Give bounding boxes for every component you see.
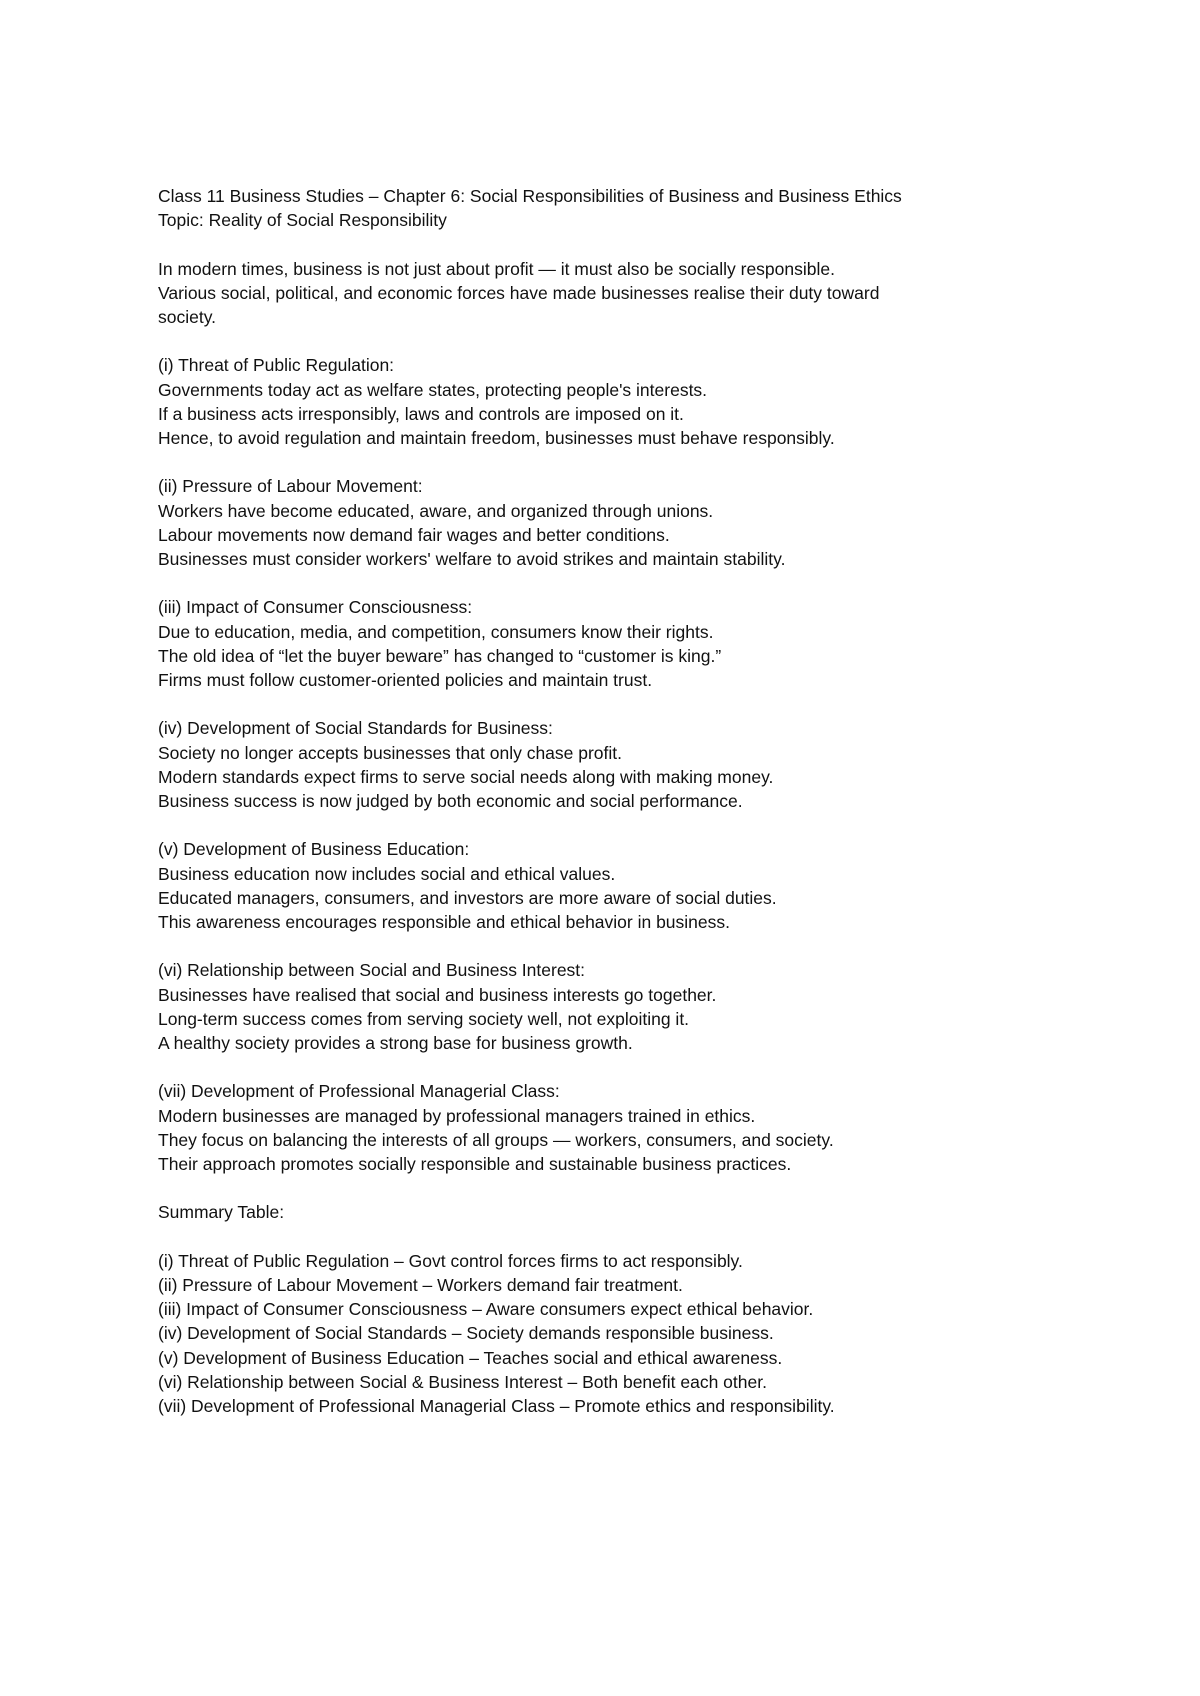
section-line: Educated managers, consumers, and investors are more aware of social duties.	[158, 887, 777, 908]
section-line: If a business acts irresponsibly, laws and controls are imposed on it.	[158, 403, 684, 424]
section-line: This awareness encourages responsible and ethical behavior in business.	[158, 912, 731, 932]
document-title: Class 11 Business Studies – Chapter 6: Social Responsibilities of Business and Business Ethics	[158, 186, 902, 206]
section-heading: (v) Development of Business Education:	[158, 839, 470, 860]
section-line: Businesses must consider workers' welfare to avoid strikes and maintain stability.	[158, 549, 786, 569]
summary-item: (iv) Development of Social Standards – Society demands responsible business.	[158, 1323, 774, 1344]
section-line: Businesses have realised that social and business interests go together.	[158, 984, 717, 1005]
section-heading: (iii) Impact of Consumer Consciousness:	[158, 597, 473, 618]
summary-item: (i) Threat of Public Regulation – Govt control forces firms to act responsibly.	[158, 1250, 743, 1271]
section-line: Labour movements now demand fair wages and better conditions.	[158, 524, 670, 545]
document-page	[158, 184, 1058, 1418]
section-heading: (i) Threat of Public Regulation:	[158, 355, 395, 376]
section-line: Society no longer accepts businesses that only chase profit.	[158, 742, 623, 763]
section-line: Hence, to avoid regulation and maintain freedom, businesses must behave responsibly.	[158, 428, 835, 448]
section-line: Modern businesses are managed by professional managers trained in ethics.	[158, 1105, 756, 1126]
section-line: Business success is now judged by both economic and social performance.	[158, 791, 743, 811]
spacer	[158, 934, 1058, 958]
summary-item: (iii) Impact of Consumer Consciousness – Aware consumers expect ethical behavior.	[158, 1299, 814, 1320]
spacer	[158, 571, 1058, 595]
spacer	[158, 1176, 1058, 1200]
summary-item: (ii) Pressure of Labour Movement – Workers demand fair treatment.	[158, 1274, 683, 1295]
section-line: The old idea of “let the buyer beware” has changed to “customer is king.”	[158, 645, 722, 666]
section-heading: (ii) Pressure of Labour Movement:	[158, 476, 423, 497]
section-heading: (vi) Relationship between Social and Business Interest:	[158, 960, 586, 981]
document-topic: Topic: Reality of Social Responsibility	[158, 210, 447, 231]
spacer	[158, 329, 1058, 353]
section-heading: (iv) Development of Social Standards for Business:	[158, 718, 553, 739]
section-line: Workers have become educated, aware, and organized through unions.	[158, 500, 714, 521]
section-line: Business education now includes social and ethical values.	[158, 863, 616, 884]
section-line: Their approach promotes socially responsible and sustainable business practices.	[158, 1154, 792, 1174]
summary-item: (vii) Development of Professional Managerial Class – Promote ethics and responsibility.	[158, 1396, 835, 1416]
section-line: Long-term success comes from serving society well, not exploiting it.	[158, 1008, 690, 1029]
spacer	[158, 1055, 1058, 1079]
section-line: Modern standards expect firms to serve social needs along with making money.	[158, 766, 774, 787]
summary-heading: Summary Table:	[158, 1202, 285, 1223]
section-line: Due to education, media, and competition, consumers know their rights.	[158, 621, 714, 642]
section-heading: (vii) Development of Professional Managerial Class:	[158, 1081, 560, 1102]
intro-line: society.	[158, 307, 217, 327]
summary-item: (v) Development of Business Education – Teaches social and ethical awareness.	[158, 1347, 783, 1368]
intro-line: In modern times, business is not just about profit — it must also be socially responsible.	[158, 258, 835, 279]
section-line: Governments today act as welfare states, protecting people's interests.	[158, 379, 708, 400]
intro-line: Various social, political, and economic forces have made businesses realise their duty toward	[158, 282, 880, 303]
section-line: Firms must follow customer-oriented policies and maintain trust.	[158, 670, 653, 690]
spacer	[158, 813, 1058, 837]
summary-item: (vi) Relationship between Social & Business Interest – Both benefit each other.	[158, 1371, 767, 1392]
spacer	[158, 1225, 1058, 1249]
section-line: They focus on balancing the interests of all groups — workers, consumers, and society.	[158, 1129, 834, 1150]
section-line: A healthy society provides a strong base for business growth.	[158, 1033, 633, 1053]
spacer	[158, 450, 1058, 474]
spacer	[158, 692, 1058, 716]
spacer	[158, 232, 1058, 256]
